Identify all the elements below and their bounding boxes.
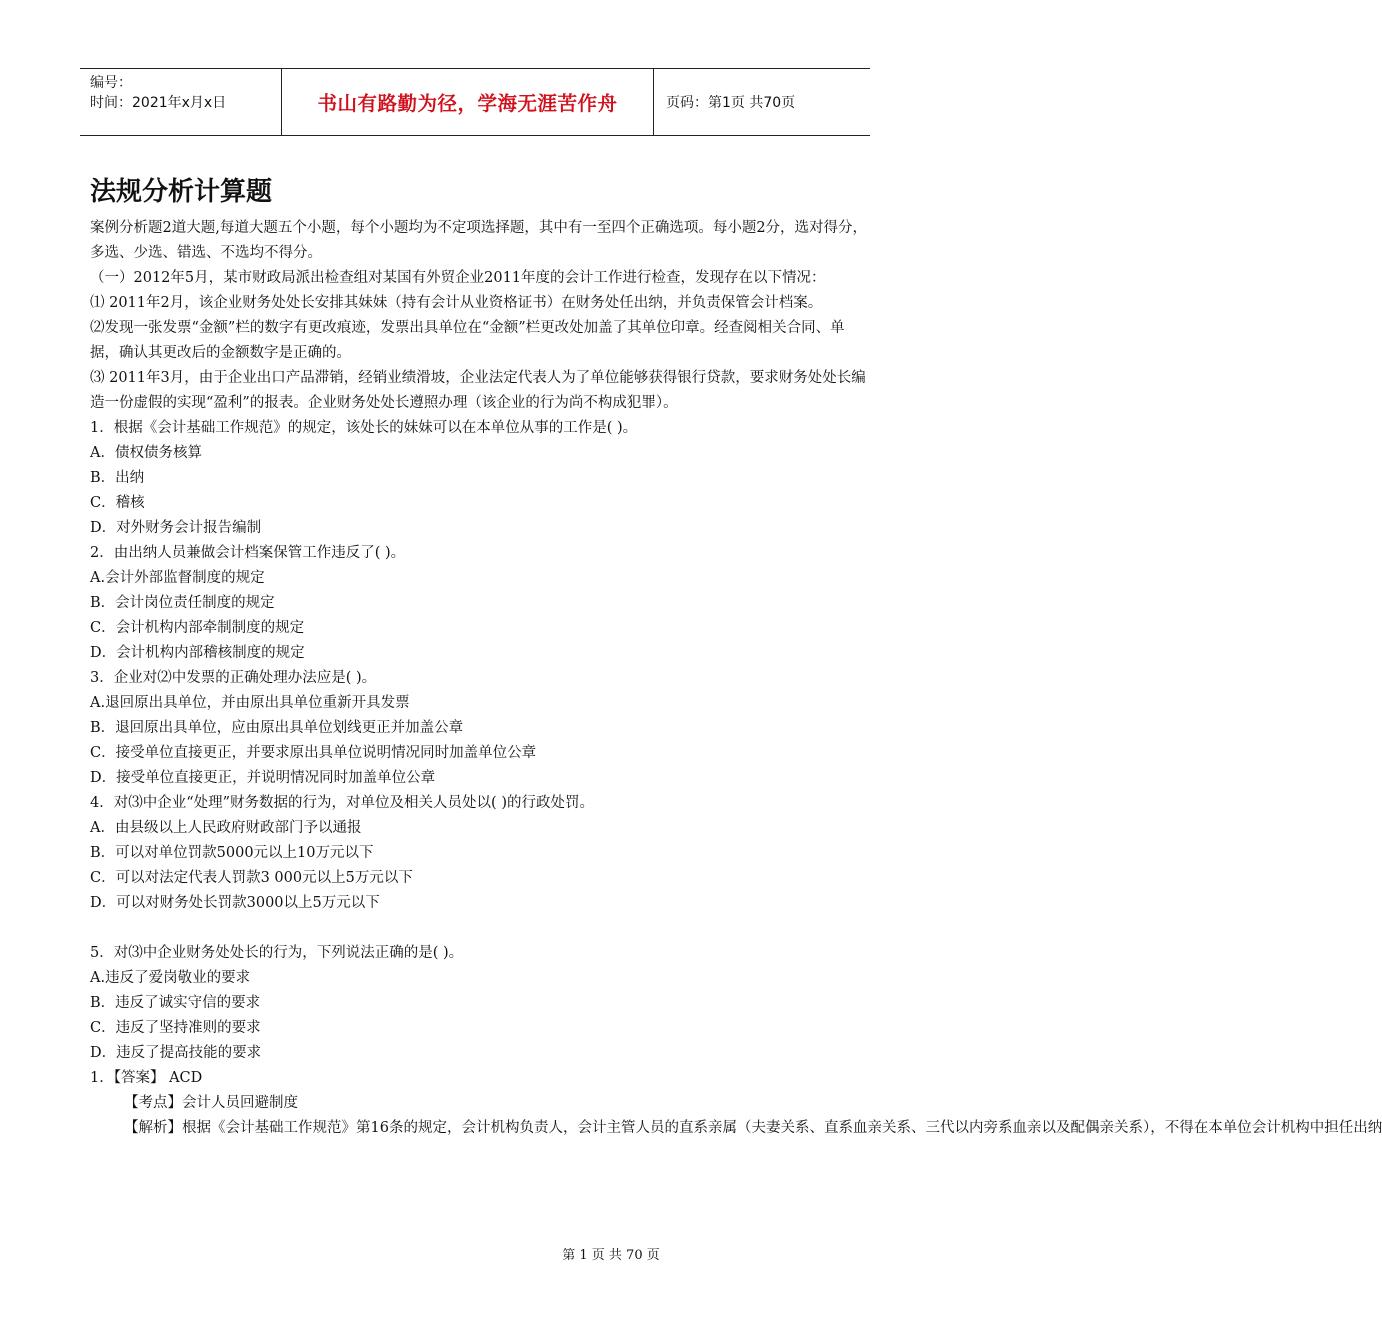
question-option: C．接受单位直接更正，并要求原出具单位说明情况同时加盖单位公章	[90, 745, 537, 761]
question-stem: 2．由出纳人员兼做会计档案保管工作违反了( )。	[90, 545, 406, 561]
answer-line: 1．【答案】 ACD	[90, 1070, 203, 1086]
document-number: 编号：	[90, 75, 132, 91]
answer-point: 【考点】会计人员回避制度	[124, 1095, 298, 1111]
question-option: A.退回原出具单位，并由原出具单位重新开具发票	[90, 695, 410, 711]
page-footer: 第 1 页 共 70 页	[562, 1248, 660, 1263]
question-stem: 5．对⑶中企业财务处处长的行为，下列说法正确的是( )。	[90, 945, 464, 961]
document-title: 法规分析计算题	[90, 177, 273, 207]
question-stem: 3．企业对⑵中发票的正确处理办法应是( )。	[90, 670, 377, 686]
document-date: 时间：2021年x月x日	[90, 95, 227, 111]
question-stem: 1．根据《会计基础工作规范》的规定，该处长的妹妹可以在本单位从事的工作是( )。	[90, 420, 638, 436]
question-option: C．违反了坚持准则的要求	[90, 1020, 261, 1036]
header-motto: 书山有路勤为径，学海无涯苦作舟	[281, 69, 654, 135]
question-option: D．违反了提高技能的要求	[90, 1045, 262, 1061]
header-page-info: 页码：第1页 共70页	[666, 95, 796, 111]
case-title: （一）2012年5月，某市财政局派出检查组对某国有外贸企业2011年度的会计工作进行检查，发现存在以下情况：	[90, 270, 826, 286]
intro-paragraph: 案例分析题2道大题,每道大题五个小题，每个小题均为不定项选择题，其中有一至四个正确选项。每小题2分，选对得分，多选、少选、错选、不选均不得分。	[90, 220, 868, 261]
question-option: A．由县级以上人民政府财政部门予以通报	[90, 820, 362, 836]
question-option: A.违反了爱岗敬业的要求	[90, 970, 251, 986]
question-option: A．债权债务核算	[90, 445, 202, 461]
question-option: C．可以对法定代表人罚款3 000元以上5万元以下	[90, 870, 413, 886]
question-option: C．稽核	[90, 495, 145, 511]
question-option: B．违反了诚实守信的要求	[90, 995, 261, 1011]
question-option: B．出纳	[90, 470, 145, 486]
question-option: B．会计岗位责任制度的规定	[90, 595, 275, 611]
header-meta	[80, 69, 281, 135]
question-option: D．接受单位直接更正，并说明情况同时加盖单位公章	[90, 770, 436, 786]
case-item: ⑶ 2011年3月，由于企业出口产品滞销，经销业绩滑坡，企业法定代表人为了单位能够获得银行贷款，要求财务处处长编造一份虚假的实现“盈利”的报表。企业财务处处长遵照办理（该企业的行为尚不构成犯罪）。	[90, 370, 866, 411]
question-option: D．对外财务会计报告编制	[90, 520, 262, 536]
question-stem: 4．对⑶中企业“处理”财务数据的行为，对单位及相关人员处以( )的行政处罚。	[90, 795, 594, 811]
question-option: D．会计机构内部稽核制度的规定	[90, 645, 305, 661]
case-item: ⑴ 2011年2月，该企业财务处处长安排其妹妹（持有会计从业资格证书）在财务处任出纳，并负责保管会计档案。	[90, 295, 823, 311]
blank-line	[90, 916, 870, 941]
answer-analysis: 【解析】根据《会计基础工作规范》第16条的规定，会计机构负责人，会计主管人员的直系亲属（夫妻关系、直系血亲关系、三代以内旁系血亲以及配偶亲关系），不得在本单位会计机构中担任出纳	[124, 1120, 1382, 1136]
case-item: ⑵发现一张发票“金额”栏的数字有更改痕迹，发票出具单位在“金额”栏更改处加盖了其单位印章。经查阅相关合同、单据，确认其更改后的金额数字是正确的。	[90, 320, 845, 361]
question-option: B．可以对单位罚款5000元以上10万元以下	[90, 845, 374, 861]
page-header	[80, 68, 870, 136]
question-option: D．可以对财务处长罚款3000以上5万元以下	[90, 895, 380, 911]
question-option: B．退回原出具单位，应由原出具单位划线更正并加盖公章	[90, 720, 464, 736]
question-option: A.会计外部监督制度的规定	[90, 570, 265, 586]
question-option: C．会计机构内部牵制制度的规定	[90, 620, 305, 636]
document-body	[90, 216, 1382, 1141]
